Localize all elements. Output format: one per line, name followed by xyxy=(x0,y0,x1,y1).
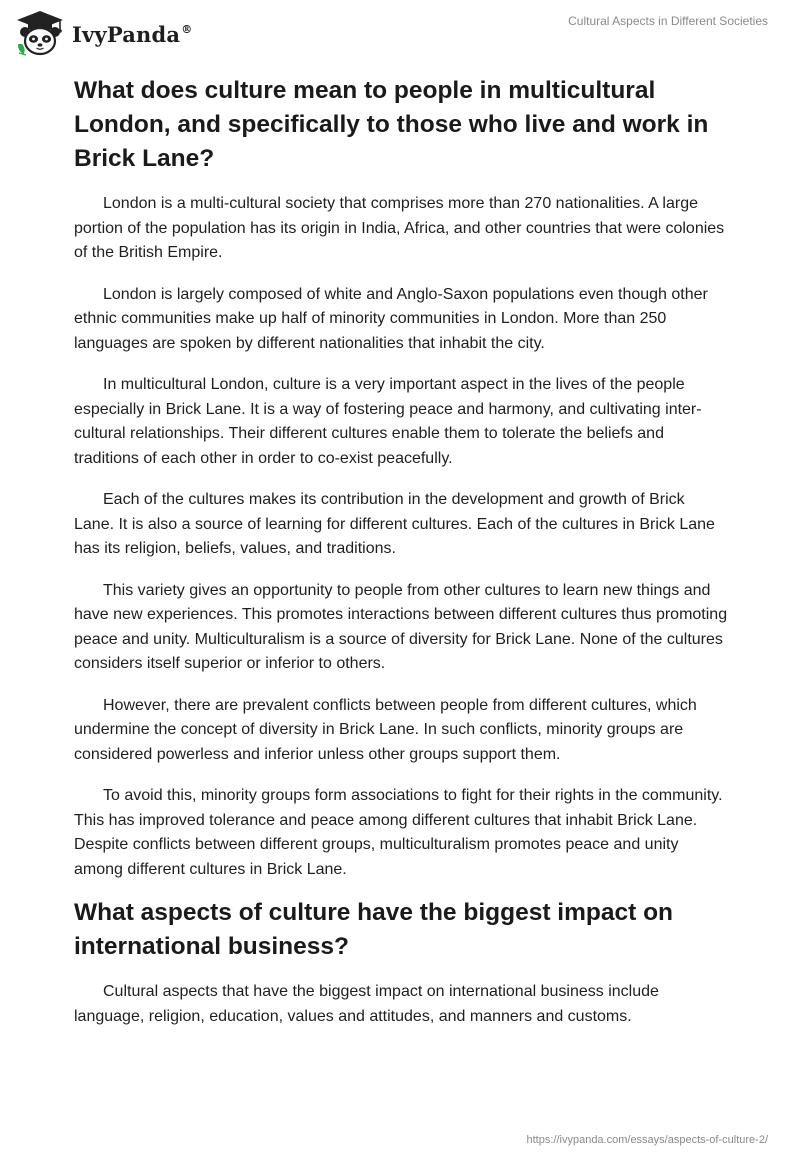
logo-wordmark: IvyPanda® xyxy=(72,21,193,47)
section-heading-international-business: What aspects of culture have the biggest impact on international business? xyxy=(74,899,673,960)
paragraph: This variety gives an opportunity to people from other cultures to learn new things and have new experiences. This promotes interactions between different cultures thus promoting peace and unity. Multiculturalism is a source of diversity for Brick Lane. None of the cultures considers itself superior or inferior to others. xyxy=(74,581,728,672)
paragraph: Each of the cultures makes its contribution in the development and growth of Brick Lane. It is also a source of learning for different cultures. Each of the cultures in Brick Lane has its religion, beliefs, values, and traditions. xyxy=(74,491,715,557)
paragraph: Cultural aspects that have the biggest impact on international business include language, religion, education, values and attitudes, and manners and customs. xyxy=(74,983,659,1025)
document-title: Cultural Aspects in Different Societies xyxy=(568,14,768,28)
paragraph: London is largely composed of white and Anglo-Saxon populations even though other ethnic communities make up half of minority communities in London. More than 250 languages are spoken by different nationalities that inhabit the city. xyxy=(74,285,708,352)
source-url[interactable]: https://ivypanda.com/essays/aspects-of-culture-2/ xyxy=(526,1134,768,1146)
paragraph: To avoid this, minority groups form associations to fight for their rights in the community. This has improved tolerance and peace among different cultures that inhabit Brick Lane. Despite conflicts between different groups, multiculturalism promotes peace and unity among different cultures in Brick Lane. xyxy=(74,787,723,878)
paragraph: London is a multi-cultural society that comprises more than 270 nationalities. A large portion of the population has its origin in India, Africa, and other countries that were colonies of the British Empire. xyxy=(74,195,725,261)
panda-graduate-icon xyxy=(14,8,66,60)
essay-content xyxy=(74,74,728,1029)
page-header xyxy=(0,0,800,70)
paragraph: In multicultural London, culture is a very important aspect in the lives of the people especially in Brick Lane. It is a way of fostering peace and harmony, and cultivating inter-cultural relationships. Their different cultures enable them to tolerate the beliefs and traditions of each other in order to co-exist peacefully. xyxy=(74,376,702,467)
ivypanda-logo[interactable] xyxy=(14,8,192,60)
paragraph: However, there are prevalent conflicts between people from different cultures, which undermine the concept of diversity in Brick Lane. In such conflicts, minority groups are considered powerless and inferior unless other groups support them. xyxy=(74,696,697,763)
section-heading-brick-lane: What does culture mean to people in multicultural London, and specifically to those who live and work in Brick Lane? xyxy=(74,77,709,172)
